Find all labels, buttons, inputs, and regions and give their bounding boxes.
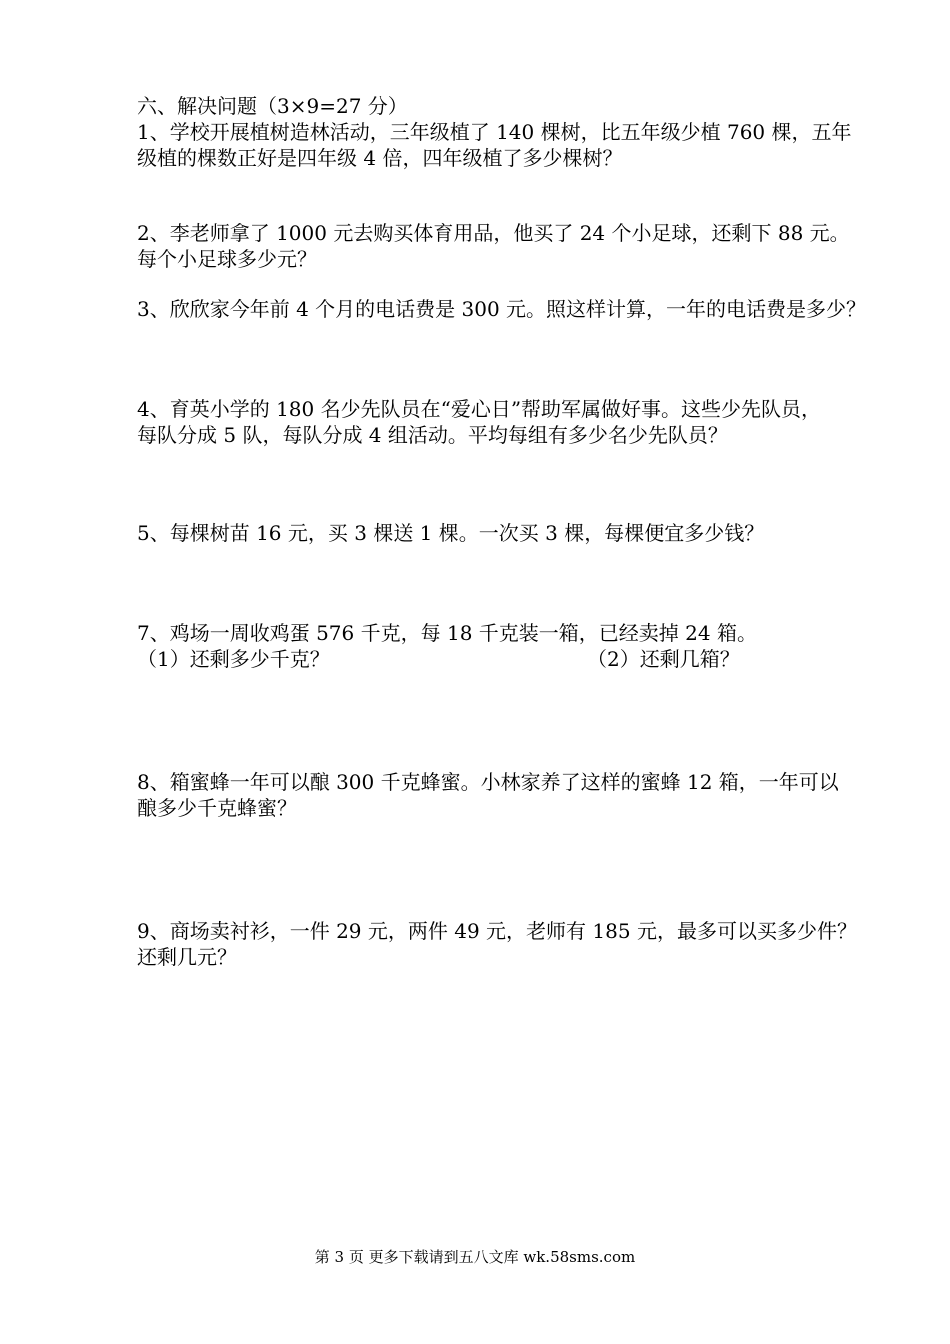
problem-4-line-1: 4、育英小学的 180 名少先队员在“爱心日”帮助军属做好事。这些少先队员，: [137, 397, 822, 421]
problem-2-line-1: 2、李老师拿了 1000 元去购买体育用品，他买了 24 个小足球，还剩下 88 元。: [137, 221, 850, 245]
problem-1-line-2: 级植的棵数正好是四年级 4 倍，四年级植了多少棵树？: [137, 146, 623, 170]
section-title: 六、解决问题（3×9=27 分）: [137, 94, 408, 118]
problem-5-line-1: 5、每棵树苗 16 元，买 3 棵送 1 棵。一次买 3 棵，每棵便宜多少钱？: [137, 521, 765, 545]
problem-9-line-1: 9、商场卖衬衫，一件 29 元，两件 49 元，老师有 185 元，最多可以买多少件？: [137, 919, 857, 943]
problem-7-line-1: 7、鸡场一周收鸡蛋 576 千克，每 18 千克装一箱，已经卖掉 24 箱。: [137, 621, 757, 645]
page-footer: 第 3 页 更多下载请到五八文库 wk.58sms.com: [314, 1248, 636, 1266]
problem-1-line-1: 1、学校开展植树造林活动，三年级植了 140 棵树，比五年级少植 760 棵，五年: [137, 120, 852, 144]
problem-8-line-1: 8、箱蜜蜂一年可以酿 300 千克蜂蜜。小林家养了这样的蜜蜂 12 箱，一年可以: [137, 770, 839, 794]
problem-7-sub-1: （1）还剩多少千克？: [137, 647, 330, 671]
problem-2-line-2: 每个小足球多少元？: [137, 247, 317, 271]
problem-8-line-2: 酿多少千克蜂蜜？: [137, 796, 297, 820]
problem-3-line-1: 3、欣欣家今年前 4 个月的电话费是 300 元。照这样计算，一年的电话费是多少？: [137, 297, 867, 321]
problem-9-line-2: 还剩几元？: [137, 945, 237, 969]
problem-7-sub-2: （2）还剩几箱？: [587, 647, 740, 671]
problem-4-line-2: 每队分成 5 队，每队分成 4 组活动。平均每组有多少名少先队员？: [137, 423, 728, 447]
